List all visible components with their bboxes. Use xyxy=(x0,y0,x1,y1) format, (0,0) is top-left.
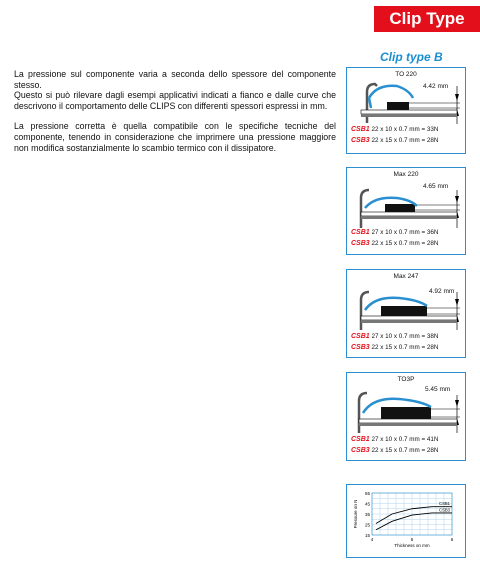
panel-title: Max 220 xyxy=(393,171,419,178)
spec-csb1: CSB1 27 x 10 x 0.7 mm = 36N xyxy=(351,229,439,236)
x-tick-label: 6 xyxy=(450,537,454,542)
spec-csb1: CSB1 27 x 10 x 0.7 mm = 38N xyxy=(351,333,439,340)
y-tick-label: 45 xyxy=(364,501,370,507)
dimension-label: 4.65 mm xyxy=(423,183,449,190)
pressure-chart xyxy=(346,484,466,558)
clip-diagram xyxy=(347,68,465,128)
panel-title: TO 220 xyxy=(395,71,417,78)
y-axis-label: Pressure on N xyxy=(353,499,358,529)
panel-to220 xyxy=(346,67,466,154)
clip-diagram xyxy=(347,168,465,230)
spec-csb3: CSB3 22 x 15 x 0.7 mm = 28N xyxy=(351,344,439,351)
spec-csb3: CSB3 22 x 15 x 0.7 mm = 28N xyxy=(351,447,439,454)
series-label-csb3: CSB3 xyxy=(439,507,450,513)
description-text xyxy=(14,69,336,163)
y-tick-label: 15 xyxy=(364,533,370,538)
x-tick-label: 4 xyxy=(370,537,374,542)
dimension-label: 5.45 mm xyxy=(425,386,451,393)
x-tick-label: 5 xyxy=(410,537,414,542)
series-line-csb3 xyxy=(376,513,452,530)
panel-to3p xyxy=(346,372,466,461)
section-subtitle: Clip type B xyxy=(380,50,443,64)
y-tick-label: 55 xyxy=(364,491,370,496)
panel-title: TO3P xyxy=(397,376,415,383)
dimension-label: 4.92 mm xyxy=(429,288,455,295)
x-axis-label: Thickness on mm xyxy=(394,543,430,548)
spec-csb3: CSB3 22 x 15 x 0.7 mm = 28N xyxy=(351,137,439,144)
y-tick-label: 25 xyxy=(364,522,370,528)
spec-csb3: CSB3 22 x 15 x 0.7 mm = 28N xyxy=(351,240,439,247)
dimension-label: 4.42 mm xyxy=(423,83,449,90)
panel-max220 xyxy=(346,167,466,255)
clip-diagram xyxy=(347,270,465,332)
series-label-csb1: CSB1 xyxy=(439,501,450,507)
pressure-chart-svg xyxy=(347,485,465,557)
clip-type-tag: Clip Type xyxy=(374,6,480,32)
paragraph-1: La pressione sul componente varia a seconda dello spessore del componente stesso. Questo si può rilevare dagli esempi applicativi indicati a fianco e dalle curve che descrivono il comportamento delle CLIPS con differenti spessori espressi in mm. xyxy=(14,69,336,111)
spec-csb1: CSB1 27 x 10 x 0.7 mm = 41N xyxy=(351,436,439,443)
panel-title: Max 247 xyxy=(393,273,419,280)
y-tick-label: 35 xyxy=(364,512,370,517)
spec-csb1: CSB1 22 x 10 x 0.7 mm = 33N xyxy=(351,126,439,133)
clip-diagram xyxy=(347,373,465,435)
paragraph-2: La pressione corretta è quella compatibile con le specifiche tecniche del componente, tenendo in considerazione che imprimere una pressione maggiore non modifica sostanzialmente lo scambio termico con il dissipatore. xyxy=(14,121,336,153)
panel-max247 xyxy=(346,269,466,358)
